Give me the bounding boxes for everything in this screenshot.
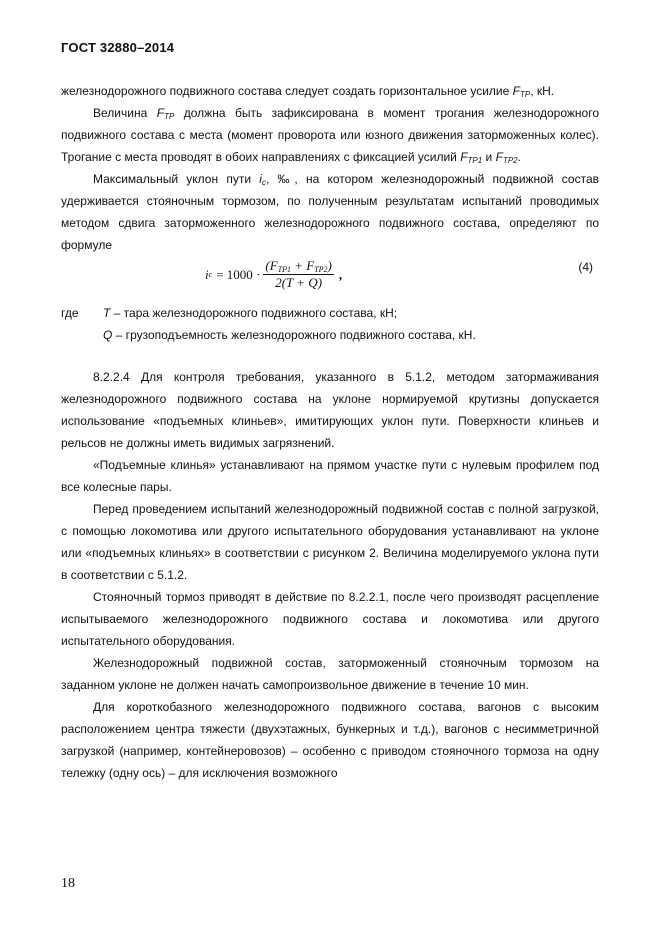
symbol-t: T [103, 306, 111, 320]
paragraph-wedges: «Подъемные клинья» устанавливают на прямом участке пути с нулевым профилем под все колесные пары. [61, 458, 599, 494]
numerator-subscript: ТР2 [314, 265, 328, 274]
text: , кН. [530, 84, 555, 98]
paragraph-no-movement: Железнодорожный подвижной состав, заторможенный стояночным тормозом на заданном уклоне не должен начать самопроизвольное движение в течение 10 мин. [61, 656, 599, 692]
formula: i с = 1000 · $\frac{(F_{ТР1} + F_{ТР2})}{2(T + Q)}$ , [205, 258, 343, 290]
formula-fraction [263, 258, 334, 291]
subscript: ТР [164, 112, 175, 121]
paragraph-test-setup: Перед проведением испытаний железнодорожный подвижной состав с полной загрузкой, с помощью локомотива или другого испытательного оборудования устанавливают на уклоне или «подъемных клиньях» в соответствии с рисунком 2. Величина моделируемого уклона пути в соответствии с 5.1.2. [61, 502, 599, 582]
subscript: ТР1 [467, 156, 483, 165]
formula-block [61, 256, 599, 298]
paragraph-force-setup [61, 80, 599, 102]
paragraph-8-2-2-4: 8.2.2.4 Для контроля требования, указанного в 5.1.2, методом затормаживания железнодорожного подвижного состава на уклоне нормируемой крутизны допускается использование «подъемных клиньев», имитирующих уклон пути. Поверхности клиньев и рельсов не должны иметь видимых загрязнений. [61, 370, 599, 450]
symbol-f: F [495, 150, 503, 164]
numerator-subscript: ТР1 [277, 265, 291, 274]
paragraph-max-slope [61, 168, 599, 256]
numerator-part: + F [290, 258, 315, 273]
text: . [517, 150, 521, 164]
formula-numerator [263, 258, 334, 275]
where-text: – тара железнодорожного подвижного состава, кН; [110, 306, 398, 320]
subscript: ТР [519, 90, 531, 99]
page-number: 18 [61, 876, 75, 891]
where-clause [61, 302, 599, 346]
subscript: с [261, 178, 266, 187]
symbol-f: F [156, 106, 165, 120]
document-body [61, 80, 599, 784]
where-row-t [61, 302, 599, 324]
equation-number: (4) [578, 260, 593, 274]
where-row-q [61, 324, 599, 346]
where-label: где [61, 306, 79, 320]
text: железнодорожного подвижного состава следует создать горизонтальное усилие [61, 84, 513, 98]
text: Максимальный уклон пути [93, 172, 260, 186]
numerator-part: (F [265, 258, 278, 273]
subscript: ТР2 [502, 156, 518, 165]
symbol-q: Q [103, 328, 113, 342]
text: , ‰, на котором железнодорожный подвижной состав удерживается стояночным тормозом, по полученным результатам испытаний проводимых методом сдвига заторможенного железнодорожного подвижного состава, определяют по формуле [61, 172, 600, 252]
formula-equals: = 1000 · [216, 266, 261, 282]
paragraph-brake-apply: Стояночный тормоз приводят в действие по 8.2.2.1, после чего производят расцепление испытываемого железнодорожного подвижного состава и локомотива или другого испытательного оборудования. [61, 590, 599, 648]
text: и [482, 150, 496, 164]
formula-comma: , [338, 266, 343, 282]
paragraph-force-value [61, 102, 599, 168]
formula-lhs: i [205, 266, 209, 282]
symbol-f: F [460, 150, 468, 164]
numerator-part: ) [327, 258, 332, 273]
document-header: ГОСТ 32880–2014 [61, 40, 175, 55]
formula-denominator: 2(T + Q) [275, 275, 323, 290]
symbol-f: F [512, 84, 520, 98]
text: должна быть зафиксирована в момент трогания железнодорожного подвижного состава с места (момент проворота или юзного движения заторможенных колес). Трогание с места проводят в обоих направлениях с фиксацией усилий [61, 106, 600, 164]
where-text: – грузоподъемность железнодорожного подвижного состава, кН. [112, 328, 476, 342]
text: Величина [93, 106, 157, 120]
paragraph-short-base: Для короткобазного железнодорожного подвижного состава, вагонов с высоким расположением центра тяжести (двухэтажных, бункерных и т.д.), вагонов с несимметричной загрузкой (например, контейнеровозов) – особенно с приводом стояночного тормоза на одну тележку (одну ось) – для исключения возможного [61, 700, 599, 780]
symbol-i: i [259, 172, 262, 186]
